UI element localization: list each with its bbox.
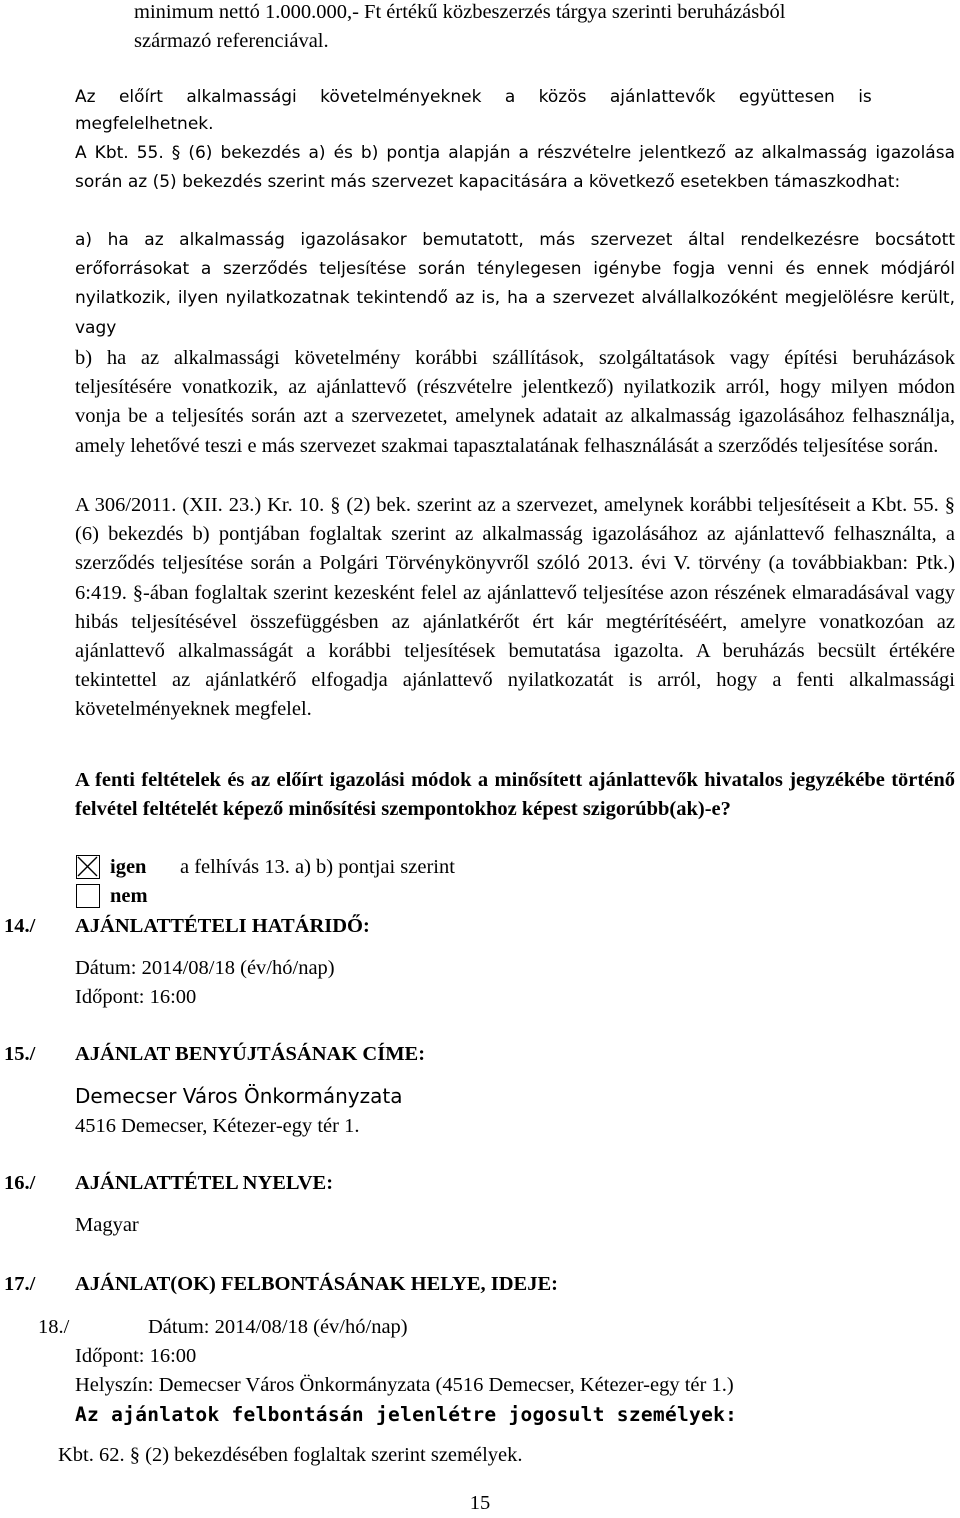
language-value: Magyar <box>75 1214 139 1236</box>
option-label-nem: nem <box>110 885 148 907</box>
text-line: származó referenciával. <box>134 30 329 52</box>
option-note-igen: a felhívás 13. a) b) pontjai szerint <box>180 856 455 878</box>
opening-place: Helyszín: Demecser Város Önkormányzata (4516 Demecser, Kétezer-egy tér 1.) <box>75 1374 734 1396</box>
text-line: Az előírt alkalmassági követelményeknek a közös ajánlattevők együttesen is <box>75 87 872 107</box>
question-text: A fenti feltételek és az előírt igazolási módok a minősített ajánlattevők hivatalos jegyzékébe történő felvétel feltételét képező minősítési szempontokhoz képest szigorúbb(ak)-e? <box>75 769 955 821</box>
section-title-14: AJÁNLATTÉTELI HATÁRIDŐ: <box>75 915 370 937</box>
opening-time: Időpont: 16:00 <box>75 1345 197 1367</box>
opening-date: Dátum: 2014/08/18 (év/hó/nap) <box>148 1316 408 1338</box>
section-title-16: AJÁNLATTÉTEL NYELVE: <box>75 1172 334 1194</box>
section-number-14: 14./ <box>4 915 36 937</box>
text-line: minimum nettó 1.000.000,- Ft értékű közbeszerzés tárgya szerinti beruházásból <box>134 1 786 23</box>
attendees-heading: Az ajánlatok felbontásán jelenlétre jogosult személyek: <box>75 1403 738 1426</box>
point-a: a) ha az alkalmasság igazolásakor bemutatott, más szervezet által rendelkezésre bocsátott erőforrásokat a szerződés teljesítése során ténylegesen igénybe fogja venni és ennek módjáról nyilatkozik, ilyen nyilatkozatnak tekintendő az is, ha a szervezet alvállalkozóként megjelölésre került, vagy <box>75 230 955 338</box>
section-number-18: 18./ <box>38 1316 70 1338</box>
kbt-paragraph: A Kbt. 55. § (6) bekezdés a) és b) pontja alapján a részvételre jelentkező az alkalmasság igazolása során az (5) bekezdés szerint más szervezet kapacitására a következő esetekben támaszkodhat: <box>75 143 955 193</box>
section-title-15: AJÁNLAT BENYÚJTÁSÁNAK CÍME: <box>75 1043 426 1065</box>
checkbox-nem[interactable] <box>76 884 100 908</box>
section-title-17: AJÁNLAT(OK) FELBONTÁSÁNAK HELYE, IDEJE: <box>75 1273 558 1295</box>
option-label-igen: igen <box>110 856 147 878</box>
checkbox-igen[interactable] <box>76 855 100 879</box>
text-line: megfelelhetnek. <box>75 114 214 134</box>
page-number: 15 <box>469 1492 491 1514</box>
deadline-time: Időpont: 16:00 <box>75 986 197 1008</box>
section-number-16: 16./ <box>4 1172 36 1194</box>
attendees-text: Kbt. 62. § (2) bekezdésében foglaltak szerint személyek. <box>58 1444 523 1466</box>
point-b: b) ha az alkalmassági követelmény korábbi szállítások, szolgáltatások vagy építési beruházások teljesítésére vonatkozik, az ajánlattevő (részvételre jelentkező) nyilatkozik arról, hogy milyen módon vonja be a teljesítés során azt a szervezetet, amelynek adatait az alkalmasság igazolásához felhasználja, amely lehetővé teszi e más szervezet szakmai tapasztalatának felhasználását a szerződés teljesítése során. <box>75 347 955 457</box>
submission-org: Demecser Város Önkormányzata <box>75 1084 403 1108</box>
section-number-15: 15./ <box>4 1043 36 1065</box>
section-number-17: 17./ <box>4 1273 36 1295</box>
submission-address: 4516 Demecser, Kétezer-egy tér 1. <box>75 1115 360 1137</box>
decree-paragraph: A 306/2011. (XII. 23.) Kr. 10. § (2) bek. szerint az a szervezet, amelynek korábbi teljesítéseit a Kbt. 55. § (6) bekezdés b) pontjában foglaltak szerint az alkalmasság igazolásához az ajánlattevő felhasználta, a szerződés teljesítése során a Polgári Törvénykönyvről szóló 2013. évi V. törvény (a továbbiakban: Ptk.) 6:419. §-ában foglaltak szerint kezesként felel az ajánlattevő teljesítése azon részének elmaradásával vagy hibás teljesítésével összefüggésben az ajánlatkérőt ért kár megtérítéséért, amelyre vonatkozóan az ajánlattevő alkalmasságát a korábbi teljesítések bemutatása igazolta. A beruházás becsült értékére tekintettel az ajánlatkérő elfogadja ajánlattevő nyilatkozatát is arról, hogy a fenti alkalmassági követelményeknek megfelel. <box>75 494 955 721</box>
check-x-icon <box>77 856 98 877</box>
deadline-date: Dátum: 2014/08/18 (év/hó/nap) <box>75 957 335 979</box>
